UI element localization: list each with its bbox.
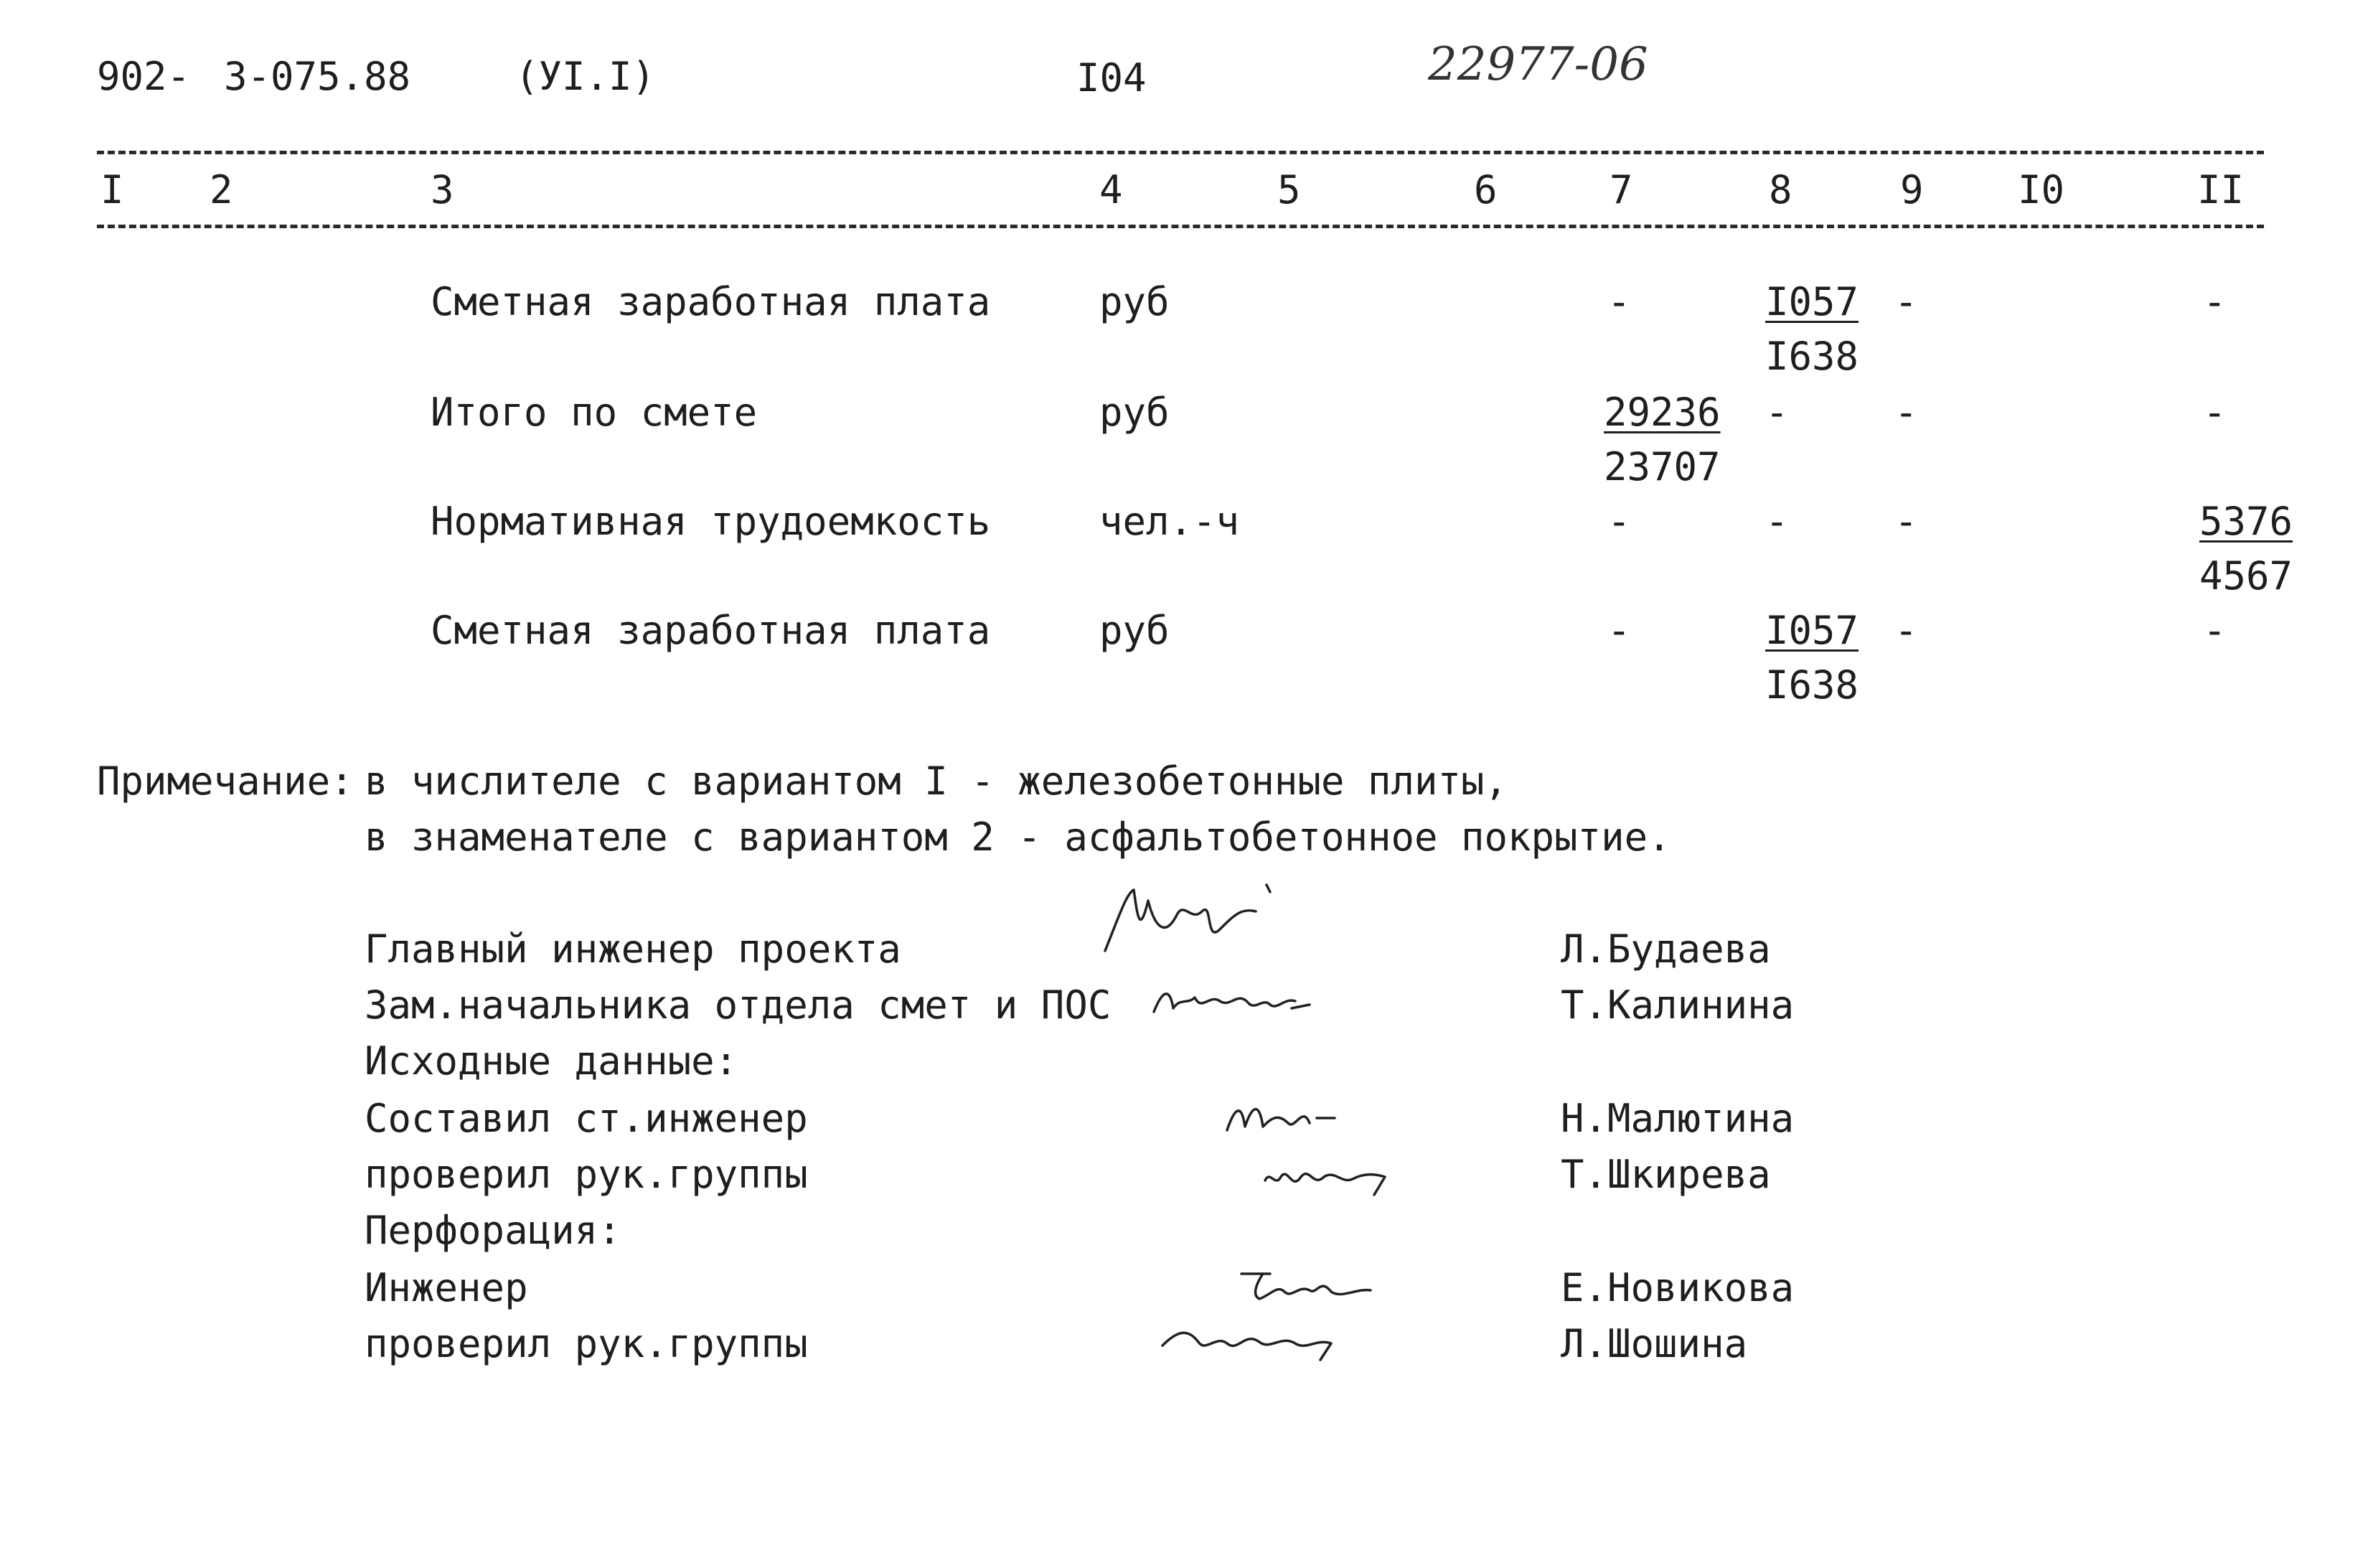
cell-col11-denominator: 4567: [2199, 553, 2293, 598]
signature-role: проверил рук.группы: [365, 1321, 808, 1366]
column-header: 3: [431, 167, 454, 212]
row-name: Нормативная трудоемкость: [431, 499, 991, 544]
row-unit: чел.-ч: [1099, 499, 1240, 544]
table-top-rule: [97, 151, 2264, 154]
signature-role: Главный инженер проекта: [365, 926, 901, 972]
table-header-rule: [97, 225, 2264, 228]
signature-role: проверил рук.группы: [365, 1152, 808, 1197]
column-header: II: [2197, 167, 2245, 212]
signature-name: Л.Шошина: [1561, 1321, 1748, 1366]
column-header: 8: [1769, 167, 1792, 212]
column-header: 2: [210, 167, 233, 212]
row-unit: руб: [1099, 608, 1170, 653]
cell-col7-denominator: 23707: [1604, 444, 1721, 489]
cell-col9: -: [1894, 390, 1918, 435]
cell-col8-denominator: I638: [1765, 334, 1859, 379]
signature-role: Исходные данные:: [365, 1038, 738, 1084]
doc-number: 3-075.88: [224, 54, 411, 99]
cell-col8-denominator: I638: [1765, 662, 1859, 708]
signature-name: Л.Будаева: [1561, 926, 1771, 972]
row-name: Сметная заработная плата: [431, 279, 991, 324]
column-header: I0: [2018, 167, 2065, 212]
cell-col8: -: [1765, 390, 1789, 435]
column-header: 7: [1610, 167, 1633, 212]
signature-name: Н.Малютина: [1561, 1096, 1795, 1141]
cell-col11: -: [2203, 279, 2227, 324]
row-unit: руб: [1099, 390, 1170, 435]
cell-col8-numerator: I057: [1765, 279, 1859, 324]
doc-section: (УI.I): [515, 54, 656, 99]
cell-col7: -: [1607, 279, 1631, 324]
signature-name: Т.Шкирева: [1561, 1152, 1771, 1197]
cell-col9: -: [1894, 279, 1918, 324]
cell-col11-numerator: 5376: [2199, 499, 2293, 544]
cell-col9: -: [1894, 608, 1918, 653]
note-label: Примечание:: [97, 759, 354, 804]
cell-col11: -: [2203, 390, 2227, 435]
handwritten-signature: [1155, 1313, 1371, 1371]
signature-role: Инженер: [365, 1265, 528, 1310]
cell-col7: -: [1607, 608, 1631, 653]
note-line-2: в знаменателе с вариантом 2 - асфальтобетонное покрытие.: [365, 814, 1671, 860]
column-header: 9: [1900, 167, 1924, 212]
handwritten-signature: [1234, 1263, 1406, 1306]
signature-role: Составил ст.инженер: [365, 1096, 808, 1141]
note-line-1: в числителе с вариантом I - железобетонные плиты,: [365, 759, 1508, 804]
cell-col11: -: [2203, 608, 2227, 653]
cell-col7: -: [1607, 499, 1631, 544]
row-name: Итого по смете: [431, 390, 758, 435]
column-header: I: [100, 167, 124, 212]
inventory-number: 22977-06: [1428, 38, 1648, 91]
row-unit: руб: [1099, 279, 1170, 324]
signature-name: Е.Новикова: [1561, 1265, 1795, 1310]
handwritten-signature: [1220, 1091, 1371, 1141]
handwritten-signature: [1148, 976, 1320, 1026]
handwritten-signature: [1098, 872, 1299, 965]
cell-col8: -: [1765, 499, 1789, 544]
cell-col9: -: [1894, 499, 1918, 544]
handwritten-signature: [1259, 1152, 1403, 1202]
cell-col7-numerator: 29236: [1604, 390, 1721, 435]
page-number: I04: [1076, 55, 1147, 100]
cell-col8-numerator: I057: [1765, 608, 1859, 653]
row-name: Сметная заработная плата: [431, 608, 991, 653]
doc-code: 902-: [97, 54, 191, 99]
column-header: 6: [1474, 167, 1498, 212]
signature-name: Т.Калинина: [1561, 982, 1795, 1028]
signature-role: Перфорация:: [365, 1208, 621, 1253]
column-header: 4: [1099, 167, 1123, 212]
column-header: 5: [1277, 167, 1301, 212]
signature-role: Зам.начальника отдела смет и ПОС: [365, 982, 1112, 1028]
